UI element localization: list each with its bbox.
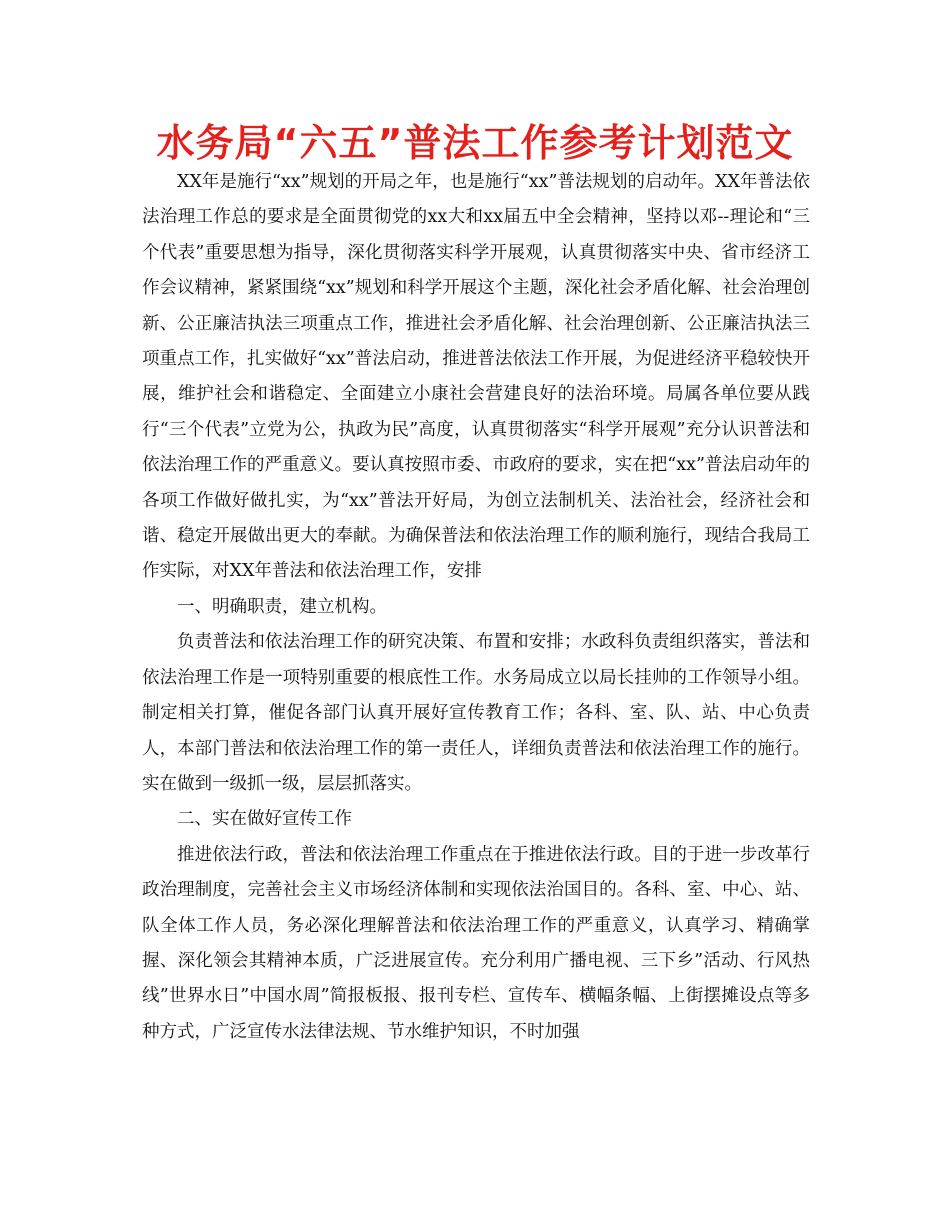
section-heading-2: 二、实在做好宣传工作: [177, 809, 352, 830]
document-body: [142, 165, 810, 1050]
document-title: 水务局“六五”普法工作参考计划范文: [156, 121, 794, 165]
paragraph-section-1: 负责普法和依法治理工作的研究决策、布置和安排；水政科负责组织落实，普法和依法治理工作是一项特别重要的根底性工作。水务局成立以局长挂帅的工作领导小组。制定相关打算，催促各部门认真开展好宣传教育工作；各科、室、队、站、中心负责人，本部门普法和依法治理工作的第一责任人，详细负责普法和依法治理工作的施行。实在做到一级抓一级，层层抓落实。: [142, 632, 810, 794]
paragraph-section-2: 推进依法行政，普法和依法治理工作重点在于推进依法行政。目的于进一步改革行政治理制度，完善社会主义市场经济体制和实现依法治国目的。各科、室、中心、站、队全体工作人员，务必深化理解普法和依法治理工作的严重意义，认真学习、精确掌握、深化领会其精神本质，广泛进展宣传。充分利用广播电视、三下乡”活动、行风热线”世界水日”中国水周”简报板报、报刊专栏、宣传车、横幅条幅、上街摆摊设点等多种方式，广泛宣传水法律法规、节水维护知识，不时加强: [142, 844, 810, 1042]
section-heading-1: 一、明确职责，建立机构。: [177, 596, 387, 617]
paragraph-intro: XX年是施行“xx”规划的开局之年，也是施行“xx”普法规划的启动年。XX年普法依法治理工作总的要求是全面贯彻党的xx大和xx届五中全会精神，坚持以邓--理论和“三个代表”重要思想为指导，深化贯彻落实科学开展观，认真贯彻落实中央、省市经济工作会议精神，紧紧围绕“xx”规划和科学开展这个主题，深化社会矛盾化解、社会治理创新、公正廉洁执法三项重点工作，推进社会矛盾化解、社会治理创新、公正廉洁执法三项重点工作，扎实做好“xx”普法启动，推进普法依法工作开展，为促进经济平稳较快开展，维护社会和谐稳定、全面建立小康社会营建良好的法治环境。局属各单位要从践行“三个代表”立党为公，执政为民”高度，认真贯彻落实“科学开展观”充分认识普法和依法治理工作的严重意义。要认真按照市委、市政府的要求，实在把“xx”普法启动年的各项工作做好做扎实，为“xx”普法开好局，为创立法制机关、法治社会，经济社会和谐、稳定开展做出更大的奉献。为确保普法和依法治理工作的顺利施行，现结合我局工作实际，对XX年普法和依法治理工作，安排: [142, 172, 810, 582]
